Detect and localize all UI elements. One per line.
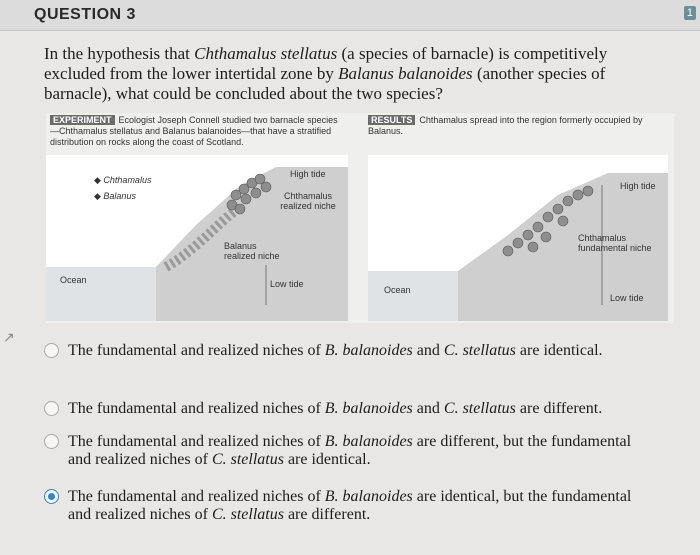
question-header [0, 0, 700, 31]
option-text: are identical. [283, 451, 371, 468]
right-diagram-panel [368, 155, 668, 321]
question-number-badge: 1 [684, 6, 696, 20]
species-name: C. stellatus [443, 342, 516, 359]
chthamalus-realized-niche-label: Chthamalus realized niche [280, 191, 336, 211]
species-name: C. stellatus [443, 400, 516, 417]
legend-balanus: ◆ Balanus [94, 191, 136, 201]
chthamalus-fundamental-niche-label: Chthamalus fundamental niche [578, 233, 652, 253]
species-name: Chthamalus stellatus [194, 44, 338, 63]
ocean-label: Ocean [60, 275, 87, 285]
species-name: C. stellatus [211, 506, 284, 523]
option-text: are different. [515, 400, 603, 417]
results-caption [368, 115, 668, 137]
question-title: QUESTION 3 [34, 6, 136, 23]
option-text: are different, but the fundamental and realized niches of [68, 433, 632, 468]
question-part: (a species of barnacle) is competitively excluded from the lower intertidal zone by [44, 44, 608, 83]
ocean-label: Ocean [384, 285, 411, 295]
option-label [68, 488, 648, 524]
species-name: Balanus balanoides [338, 64, 473, 83]
radio-button[interactable] [44, 343, 59, 358]
option-text: are identical, but the fundamental and realized niches of [68, 488, 632, 523]
low-tide-label: Low tide [610, 293, 644, 303]
question-text [44, 44, 644, 104]
balanus-realized-niche-label: Balanus realized niche [224, 241, 280, 261]
results-text: Chthamalus spread into the region formerly occupied by Balanus. [368, 115, 643, 136]
species-name: B. balanoides [324, 342, 413, 359]
legend-label: Chthamalus [103, 175, 152, 185]
radio-button[interactable] [44, 434, 59, 449]
option-label [68, 433, 648, 469]
experiment-tag: EXPERIMENT [50, 115, 115, 125]
radio-button[interactable] [44, 401, 59, 416]
high-tide-label: High tide [290, 169, 326, 179]
species-name: B. balanoides [324, 488, 413, 505]
option-text: and [412, 400, 444, 417]
question-part: (another species of barnacle), what could be concluded about the two species? [44, 64, 606, 103]
experiment-figure [46, 113, 674, 323]
experiment-caption [50, 115, 340, 148]
question-part: In the hypothesis that [44, 44, 195, 63]
species-name: C. stellatus [211, 451, 284, 468]
rock-illustration [46, 155, 348, 321]
species-name: B. balanoides [324, 433, 413, 450]
option-text: The fundamental and realized niches of [68, 433, 325, 450]
option-text: are different. [283, 506, 371, 523]
high-tide-label: High tide [620, 181, 656, 191]
species-name: B. balanoides [324, 400, 413, 417]
radio-button-selected[interactable] [44, 489, 59, 504]
legend-label: Balanus [103, 191, 136, 201]
left-diagram-panel [46, 155, 348, 321]
experiment-text: Ecologist Joseph Connell studied two barnacle species—Chthamalus stellatus and Balanus balanoides—that have a stratified distribution on rocks along the coast of Scotland. [50, 115, 338, 147]
option-label [68, 342, 648, 360]
legend-chthamalus: ◆ Chthamalus [94, 175, 152, 185]
low-tide-label: Low tide [270, 279, 304, 289]
option-text: are identical. [515, 342, 603, 359]
option-text: The fundamental and realized niches of [68, 400, 325, 417]
option-text: The fundamental and realized niches of [68, 342, 325, 359]
option-text: The fundamental and realized niches of [68, 488, 325, 505]
option-text: and [412, 342, 444, 359]
option-label [68, 400, 648, 418]
cursor-icon: ↗ [3, 331, 15, 346]
results-tag: RESULTS [368, 115, 415, 125]
